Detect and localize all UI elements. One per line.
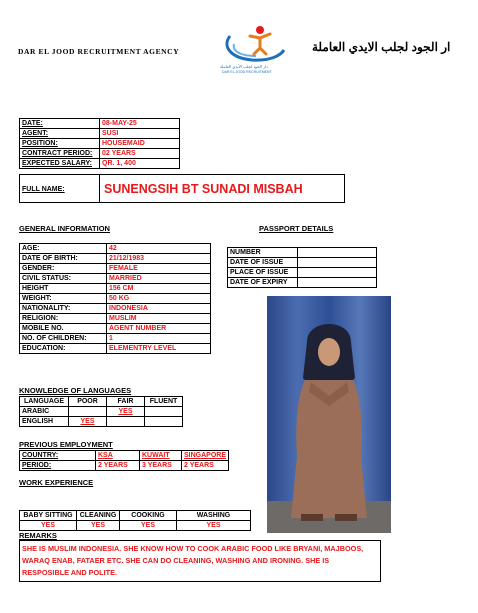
top-info-row: [20, 139, 180, 149]
full-name-label: FULL NAME:: [22, 186, 65, 193]
info-value: 02 YEARS: [100, 149, 180, 159]
languages-row: [20, 417, 183, 427]
passport-row: [228, 278, 377, 288]
language-level: [145, 407, 183, 417]
general-info-heading: GENERAL INFORMATION: [19, 224, 110, 233]
language-level: [69, 407, 107, 417]
employment-period: 2 YEARS: [96, 461, 140, 471]
employment-period: 2 YEARS: [182, 461, 229, 471]
languages-row: [20, 407, 183, 417]
work-skill: BABY SITTING: [20, 511, 77, 521]
general-info-row: [20, 264, 211, 274]
top-info-row: [20, 119, 180, 129]
photo-image: [267, 296, 391, 533]
general-info-row: [20, 314, 211, 324]
general-value: 1: [107, 334, 211, 344]
employment-country: KUWAIT: [140, 451, 182, 461]
top-info-row: [20, 129, 180, 139]
info-value: 08-MAY-25: [100, 119, 180, 129]
full-name-value: SUNENGSIH BT SUNADI MISBAH: [104, 182, 303, 196]
passport-label: DATE OF ISSUE: [228, 258, 298, 268]
general-value: ELEMENTRY LEVEL: [107, 344, 211, 354]
work-value: YES: [77, 521, 120, 531]
info-value: SUSI: [100, 129, 180, 139]
passport-table: [227, 247, 377, 288]
general-value: 42: [107, 244, 211, 254]
language-level: YES: [69, 417, 107, 427]
general-info-row: [20, 304, 211, 314]
full-name-box: [19, 174, 345, 203]
info-label: EXPECTED SALARY:: [20, 159, 100, 169]
employment-country: SINGAPORE: [182, 451, 229, 461]
work-skill-row: [20, 511, 251, 521]
language-name: ENGLISH: [20, 417, 69, 427]
employment-period: 3 YEARS: [140, 461, 182, 471]
general-value: 21/12/1983: [107, 254, 211, 264]
info-value: QR. 1, 400: [100, 159, 180, 169]
remarks-heading: REMARKS: [19, 531, 57, 540]
passport-row: [228, 268, 377, 278]
passport-value: [298, 268, 377, 278]
employment-heading: PREVIOUS EMPLOYMENT: [19, 440, 113, 449]
info-value: HOUSEMAID: [100, 139, 180, 149]
employment-period-label: PERIOD:: [20, 461, 96, 471]
general-info-row: [20, 344, 211, 354]
work-value: YES: [177, 521, 251, 531]
general-label: CIVIL STATUS:: [20, 274, 107, 284]
general-info-row: [20, 324, 211, 334]
languages-column-header: FAIR: [107, 397, 145, 407]
passport-label: DATE OF EXPIRY: [228, 278, 298, 288]
agency-name-ar: ار الجود لجلب الايدي العاملة: [312, 40, 451, 54]
general-value: FEMALE: [107, 264, 211, 274]
agency-name-en: DAR EL JOOD RECRUITMENT AGENCY: [18, 47, 180, 56]
top-info-table: [19, 118, 180, 169]
info-label: POSITION:: [20, 139, 100, 149]
remarks-text: SHE IS MUSLIM INDONESIA. SHE KNOW HOW TO COOK ARABIC FOOD LIKE BRYANI, MAJBOOS, WARAQ ENAB, FATAER ETC. SHE CAN DO CLEANING, WASHING AND IRONING. SHE IS RESPOSIBLE AND POLITE.: [22, 544, 364, 577]
remarks-box: [19, 540, 381, 582]
header: [0, 0, 478, 80]
general-info-row: [20, 244, 211, 254]
info-label: CONTRACT PERIOD:: [20, 149, 100, 159]
general-label: HEIGHT: [20, 284, 107, 294]
language-level: [145, 417, 183, 427]
languages-column-header: FLUENT: [145, 397, 183, 407]
passport-row: [228, 258, 377, 268]
general-label: NO. OF CHILDREN:: [20, 334, 107, 344]
languages-table: [19, 396, 183, 427]
general-label: MOBILE NO.: [20, 324, 107, 334]
general-label: GENDER:: [20, 264, 107, 274]
languages-heading: KNOWLEDGE OF LANGUAGES: [19, 386, 132, 395]
info-label: AGENT:: [20, 129, 100, 139]
passport-row: [228, 248, 377, 258]
general-value: 156 CM: [107, 284, 211, 294]
language-level: YES: [107, 407, 145, 417]
work-skill: CLEANING: [77, 511, 120, 521]
passport-heading: PASSPORT DETAILS: [259, 224, 334, 233]
general-info-table: [19, 243, 211, 354]
top-info-row: [20, 149, 180, 159]
general-value: 50 KG: [107, 294, 211, 304]
languages-column-header: LANGUAGE: [20, 397, 69, 407]
general-label: DATE OF BIRTH:: [20, 254, 107, 264]
general-info-row: [20, 274, 211, 284]
work-value: YES: [20, 521, 77, 531]
employment-country-label: COUNTRY:: [20, 451, 96, 461]
logo-emblem-icon: [216, 22, 286, 66]
work-skill: COOKING: [120, 511, 177, 521]
agency-logo: [216, 22, 286, 78]
general-label: EDUCATION:: [20, 344, 107, 354]
logo-text-ar: دار الجود لجلب الأيدي العاملة: [220, 64, 268, 69]
passport-label: PLACE OF ISSUE: [228, 268, 298, 278]
employment-table: [19, 450, 229, 471]
work-experience-table: [19, 510, 251, 531]
info-label: DATE:: [20, 119, 100, 129]
general-info-row: [20, 254, 211, 264]
employment-period-row: [20, 461, 229, 471]
general-label: NATIONALITY:: [20, 304, 107, 314]
passport-value: [298, 248, 377, 258]
general-value: INDONESIA: [107, 304, 211, 314]
candidate-photo: [267, 296, 391, 533]
logo-text-en: DAR EL JOOD RECRUITMENT: [222, 70, 272, 74]
employment-country: KSA: [96, 451, 140, 461]
language-level: [107, 417, 145, 427]
general-label: WEIGHT:: [20, 294, 107, 304]
general-info-row: [20, 284, 211, 294]
general-info-row: [20, 334, 211, 344]
passport-value: [298, 258, 377, 268]
languages-column-header: POOR: [69, 397, 107, 407]
work-experience-heading: WORK EXPERIENCE: [19, 478, 94, 487]
full-name-divider: [99, 175, 100, 202]
general-info-row: [20, 294, 211, 304]
general-label: AGE:: [20, 244, 107, 254]
languages-header-row: [20, 397, 183, 407]
work-value: YES: [120, 521, 177, 531]
general-label: RELIGION:: [20, 314, 107, 324]
general-value: MUSLIM: [107, 314, 211, 324]
language-name: ARABIC: [20, 407, 69, 417]
passport-value: [298, 278, 377, 288]
top-info-row: [20, 159, 180, 169]
general-value: AGENT NUMBER: [107, 324, 211, 334]
employment-country-row: [20, 451, 229, 461]
work-skill: WASHING: [177, 511, 251, 521]
general-value: MARRIED: [107, 274, 211, 284]
work-value-row: [20, 521, 251, 531]
passport-label: NUMBER: [228, 248, 298, 258]
